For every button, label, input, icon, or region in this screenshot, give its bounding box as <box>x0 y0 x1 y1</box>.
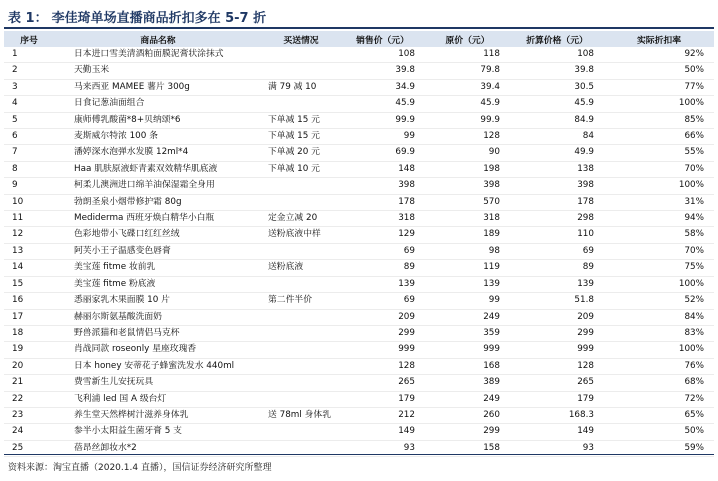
cell-discount-rate: 100% <box>678 180 704 191</box>
table-row <box>4 129 714 145</box>
cell-sale-price: 99 <box>403 131 415 142</box>
cell-sale-price: 128 <box>398 360 415 371</box>
table-header-row <box>4 31 714 47</box>
table-row <box>4 293 714 309</box>
cell-converted-price: 209 <box>577 311 594 322</box>
cell-product-name: 勃朗圣泉小烟带修护霜 80g <box>74 196 182 207</box>
cell-promotion <box>262 424 340 440</box>
discount-table <box>4 31 714 457</box>
cell-converted-price: 45.9 <box>574 98 594 109</box>
table-row <box>4 47 714 63</box>
table-bottom-rule <box>4 454 714 455</box>
cell-index: 5 <box>12 114 18 125</box>
cell-sale-price: 129 <box>398 229 415 240</box>
cell-converted-price: 265 <box>577 377 594 388</box>
cell-original-price: 299 <box>483 426 500 437</box>
cell-converted-price: 89 <box>582 262 594 273</box>
cell-discount-rate: 85% <box>684 114 704 125</box>
header-original-price: 原价（元） <box>425 31 510 47</box>
cell-discount-rate: 55% <box>684 147 704 158</box>
cell-discount-rate: 77% <box>684 81 704 92</box>
cell-discount-rate: 50% <box>684 65 704 76</box>
cell-promotion: 送粉底液中样 <box>268 229 321 240</box>
cell-sale-price: 69 <box>403 295 415 306</box>
header-sale-price: 销售价（元） <box>340 31 425 47</box>
table-row <box>4 243 714 259</box>
cell-product-name: 美宝莲 fitme 妆前乳 <box>74 262 156 273</box>
cell-index: 13 <box>12 245 24 256</box>
table-row <box>4 79 714 95</box>
cell-discount-rate: 66% <box>684 131 704 142</box>
cell-product-name: 柯柔儿澳洲进口绵羊油保湿霜全身用 <box>74 180 215 191</box>
cell-discount-rate: 58% <box>684 229 704 240</box>
cell-index: 19 <box>12 344 24 355</box>
cell-index: 4 <box>12 98 18 109</box>
cell-sale-price: 318 <box>398 213 415 224</box>
table-row <box>4 375 714 391</box>
cell-promotion: 送粉底液 <box>268 262 304 273</box>
cell-original-price: 39.4 <box>480 81 500 92</box>
cell-sale-price: 108 <box>398 49 415 59</box>
cell-sale-price: 999 <box>398 344 415 355</box>
cell-promotion: 下单减 15 元 <box>268 131 320 142</box>
cell-index: 10 <box>12 196 24 207</box>
table-title <box>8 7 266 26</box>
cell-product-name: 美宝莲 fitme 粉底液 <box>74 278 156 289</box>
cell-product-name: 日本进口雪美清酒粕面膜泥膏状涂抹式 <box>74 49 224 59</box>
cell-original-price: 128 <box>483 131 500 142</box>
cell-original-price: 198 <box>483 163 500 174</box>
cell-promotion: 满 79 减 10 <box>268 81 317 92</box>
cell-converted-price: 128 <box>577 360 594 371</box>
table-row <box>4 96 714 112</box>
cell-index: 3 <box>12 81 18 92</box>
cell-product-name: 阿芙小王子温感变色唇膏 <box>74 245 171 256</box>
cell-product-name: 蓓昂丝卸妆水*2 <box>74 442 137 453</box>
cell-discount-rate: 70% <box>684 163 704 174</box>
table-title-text: 李佳琦单场直播商品折扣多在 5-7 折 <box>51 11 267 26</box>
header-product-name: 商品名称 <box>54 31 262 47</box>
cell-original-price: 189 <box>483 229 500 240</box>
cell-index: 25 <box>12 442 24 453</box>
cell-discount-rate: 31% <box>684 196 704 207</box>
cell-sale-price: 209 <box>398 311 415 322</box>
cell-sale-price: 89 <box>403 262 415 273</box>
cell-converted-price: 39.8 <box>574 65 594 76</box>
cell-promotion <box>262 178 340 194</box>
cell-sale-price: 299 <box>398 327 415 338</box>
table-row <box>4 112 714 128</box>
cell-converted-price: 49.9 <box>574 147 594 158</box>
cell-original-price: 168 <box>483 360 500 371</box>
table-row <box>4 260 714 276</box>
cell-product-name: 肖战同款 roseonly 星座玫瑰香 <box>74 344 197 355</box>
cell-original-price: 98 <box>488 245 500 256</box>
cell-promotion: 定金立减 20 <box>268 213 318 224</box>
table-row <box>4 145 714 161</box>
cell-product-name: 野兽派猫和老鼠情侣马克杯 <box>74 327 180 338</box>
cell-converted-price: 298 <box>577 213 594 224</box>
table-row <box>4 424 714 440</box>
table-row <box>4 309 714 325</box>
cell-discount-rate: 76% <box>684 360 704 371</box>
cell-promotion: 下单减 15 元 <box>268 114 320 125</box>
cell-original-price: 260 <box>483 409 500 420</box>
table-row <box>4 194 714 210</box>
cell-converted-price: 30.5 <box>574 81 594 92</box>
cell-converted-price: 299 <box>577 327 594 338</box>
table-title-label: 表 1： <box>8 11 48 26</box>
cell-promotion: 送 78ml 身体乳 <box>268 409 331 420</box>
cell-sale-price: 139 <box>398 278 415 289</box>
cell-product-name: 养生堂天然桦树汁滋养身体乳 <box>74 409 189 420</box>
cell-sale-price: 39.8 <box>395 65 415 76</box>
cell-converted-price: 168.3 <box>568 409 594 420</box>
cell-promotion: 下单减 10 元 <box>268 163 320 174</box>
cell-index: 23 <box>12 409 24 420</box>
cell-converted-price: 999 <box>577 344 594 355</box>
cell-product-name: Mediderma 西班牙焕白精华小白瓶 <box>74 213 215 224</box>
cell-sale-price: 45.9 <box>395 98 415 109</box>
cell-index: 20 <box>12 360 24 371</box>
cell-sale-price: 148 <box>398 163 415 174</box>
cell-sale-price: 212 <box>398 409 415 420</box>
cell-index: 9 <box>12 180 18 191</box>
cell-discount-rate: 75% <box>684 262 704 273</box>
header-discount-rate: 实际折扣率 <box>604 31 714 47</box>
title-rule <box>4 27 714 29</box>
cell-sale-price: 398 <box>398 180 415 191</box>
cell-converted-price: 138 <box>577 163 594 174</box>
cell-converted-price: 51.8 <box>574 295 594 306</box>
cell-original-price: 119 <box>483 262 500 273</box>
cell-discount-rate: 92% <box>684 49 704 59</box>
cell-index: 8 <box>12 163 18 174</box>
cell-index: 7 <box>12 147 18 158</box>
header-index: 序号 <box>4 31 54 47</box>
cell-index: 12 <box>12 229 24 240</box>
cell-discount-rate: 83% <box>684 327 704 338</box>
cell-product-name: 马来西亚 MAMEE 薯片 300g <box>74 81 190 92</box>
header-promotion: 买送情况 <box>262 31 340 47</box>
table-row <box>4 342 714 358</box>
cell-product-name: 日本 honey 安蒂花子蜂蜜洗发水 440ml <box>74 360 235 371</box>
cell-index: 16 <box>12 295 24 306</box>
cell-sale-price: 69.9 <box>395 147 415 158</box>
cell-converted-price: 139 <box>577 278 594 289</box>
cell-sale-price: 99.9 <box>395 114 415 125</box>
cell-original-price: 118 <box>483 49 500 59</box>
cell-discount-rate: 65% <box>684 409 704 420</box>
cell-promotion <box>262 391 340 407</box>
cell-promotion <box>262 276 340 292</box>
table-row <box>4 358 714 374</box>
cell-index: 18 <box>12 327 24 338</box>
cell-index: 14 <box>12 262 24 273</box>
cell-promotion <box>262 309 340 325</box>
cell-promotion <box>262 96 340 112</box>
cell-product-name: 飞利浦 led 国 A 级台灯 <box>74 393 167 404</box>
cell-index: 15 <box>12 278 24 289</box>
cell-discount-rate: 94% <box>684 213 704 224</box>
cell-converted-price: 149 <box>577 426 594 437</box>
cell-product-name: Haa 肌肤原液虾青素双效精华肌底液 <box>74 163 218 174</box>
cell-converted-price: 84 <box>582 131 594 142</box>
cell-index: 17 <box>12 311 24 322</box>
cell-original-price: 359 <box>483 327 500 338</box>
table-row <box>4 407 714 423</box>
cell-original-price: 318 <box>483 213 500 224</box>
cell-converted-price: 108 <box>577 49 594 59</box>
cell-product-name: 费雪新生儿安抚玩具 <box>74 377 154 388</box>
cell-original-price: 158 <box>483 442 500 453</box>
cell-promotion: 第二件半价 <box>268 295 312 306</box>
cell-product-name: 潘婷深水泡弹水发膜 12ml*4 <box>74 147 189 158</box>
cell-index: 24 <box>12 426 24 437</box>
cell-discount-rate: 70% <box>684 245 704 256</box>
cell-promotion <box>262 194 340 210</box>
cell-product-name: 麦斯威尔特浓 100 条 <box>74 131 158 142</box>
cell-sale-price: 149 <box>398 426 415 437</box>
cell-original-price: 999 <box>483 344 500 355</box>
cell-original-price: 570 <box>483 196 500 207</box>
cell-product-name: 赫丽尔斯氨基酸洗面奶 <box>74 311 162 322</box>
cell-discount-rate: 52% <box>684 295 704 306</box>
cell-index: 22 <box>12 393 24 404</box>
cell-sale-price: 265 <box>398 377 415 388</box>
table-body <box>4 47 714 457</box>
cell-converted-price: 178 <box>577 196 594 207</box>
cell-sale-price: 178 <box>398 196 415 207</box>
cell-product-name: 天勤玉米 <box>74 65 110 76</box>
cell-original-price: 249 <box>483 311 500 322</box>
cell-discount-rate: 100% <box>678 344 704 355</box>
cell-sale-price: 179 <box>398 393 415 404</box>
cell-product-name: 康师傅乳酸菌*8+贝纳颂*6 <box>74 114 181 125</box>
cell-index: 2 <box>12 65 18 76</box>
cell-original-price: 139 <box>483 278 500 289</box>
cell-converted-price: 110 <box>577 229 594 240</box>
cell-promotion <box>262 63 340 79</box>
cell-converted-price: 93 <box>582 442 594 453</box>
cell-promotion <box>262 342 340 358</box>
cell-original-price: 99.9 <box>480 114 500 125</box>
table-row <box>4 178 714 194</box>
table-row <box>4 63 714 79</box>
cell-original-price: 249 <box>483 393 500 404</box>
source-note: 资料来源：淘宝直播（2020.1.4 直播），国信证券经济研究所整理 <box>8 463 272 473</box>
cell-sale-price: 34.9 <box>395 81 415 92</box>
table-row <box>4 325 714 341</box>
cell-promotion <box>262 47 340 63</box>
cell-promotion <box>262 243 340 259</box>
cell-discount-rate: 50% <box>684 426 704 437</box>
cell-original-price: 99 <box>488 295 500 306</box>
table-row <box>4 227 714 243</box>
cell-discount-rate: 100% <box>678 98 704 109</box>
header-converted-price: 折算价格（元） <box>510 31 604 47</box>
cell-index: 21 <box>12 377 24 388</box>
table-row <box>4 161 714 177</box>
cell-original-price: 389 <box>483 377 500 388</box>
cell-discount-rate: 100% <box>678 278 704 289</box>
cell-original-price: 90 <box>488 147 500 158</box>
cell-product-name: 色彩地带小飞碟口红红丝绒 <box>74 229 180 240</box>
table-row <box>4 276 714 292</box>
cell-discount-rate: 59% <box>684 442 704 453</box>
cell-index: 6 <box>12 131 18 142</box>
cell-converted-price: 69 <box>582 245 594 256</box>
table-row <box>4 391 714 407</box>
cell-sale-price: 69 <box>403 245 415 256</box>
cell-original-price: 398 <box>483 180 500 191</box>
cell-sale-price: 93 <box>403 442 415 453</box>
cell-promotion <box>262 325 340 341</box>
cell-discount-rate: 68% <box>684 377 704 388</box>
cell-original-price: 79.8 <box>480 65 500 76</box>
cell-converted-price: 398 <box>577 180 594 191</box>
cell-promotion <box>262 358 340 374</box>
cell-index: 1 <box>12 49 18 59</box>
cell-promotion <box>262 375 340 391</box>
cell-converted-price: 84.9 <box>574 114 594 125</box>
cell-discount-rate: 72% <box>684 393 704 404</box>
cell-original-price: 45.9 <box>480 98 500 109</box>
table-row <box>4 211 714 227</box>
cell-product-name: 日食记葱油面组合 <box>74 98 145 109</box>
cell-discount-rate: 84% <box>684 311 704 322</box>
cell-product-name: 悉丽家乳木果面膜 10 片 <box>74 295 170 306</box>
cell-promotion: 下单减 20 元 <box>268 147 320 158</box>
cell-index: 11 <box>12 213 24 224</box>
cell-converted-price: 179 <box>577 393 594 404</box>
cell-product-name: 参半小太阳益生菌牙膏 5 支 <box>74 426 182 437</box>
